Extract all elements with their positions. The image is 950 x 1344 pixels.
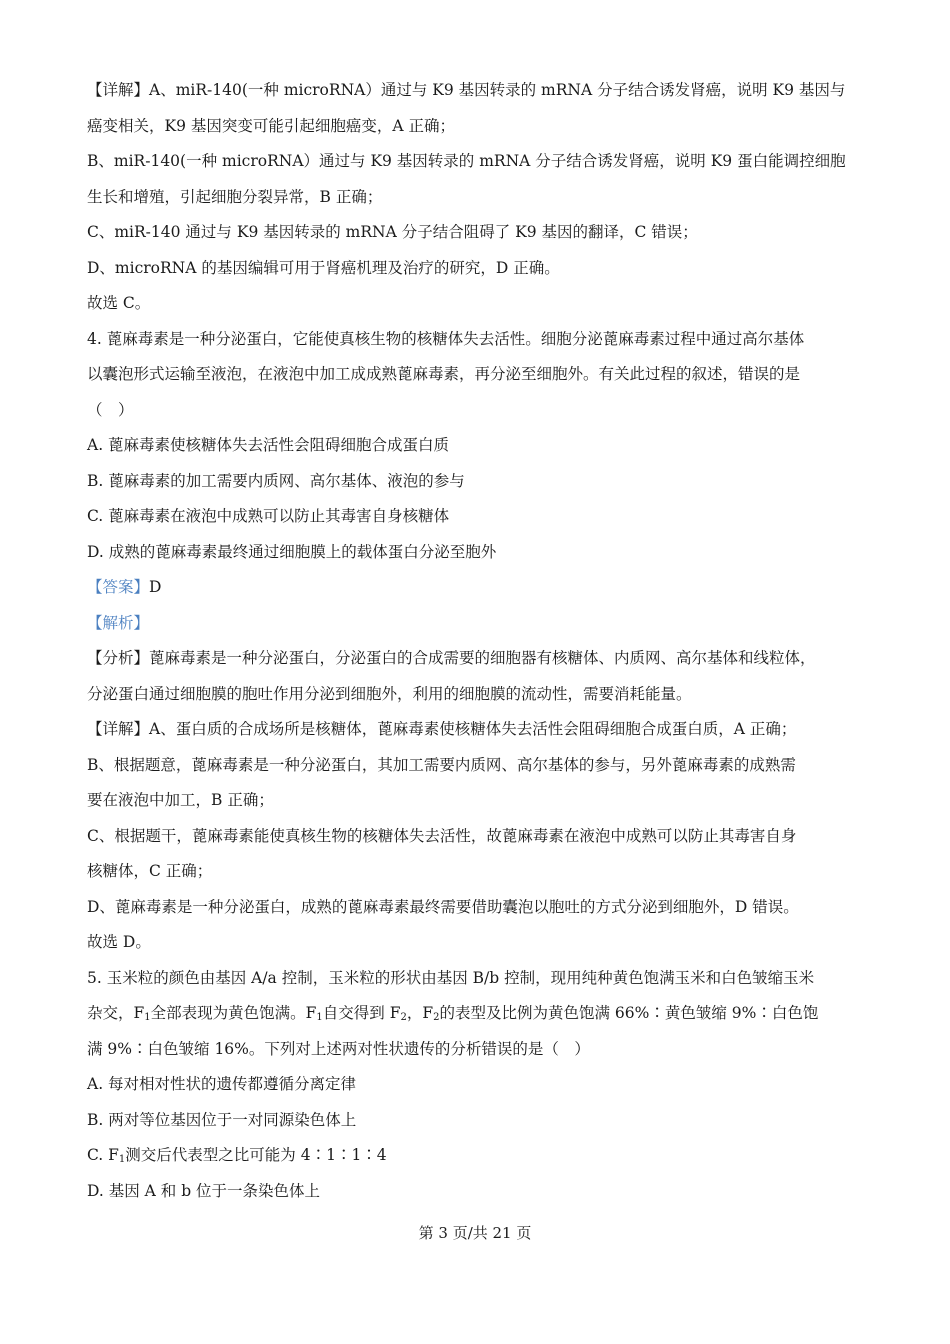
subscript: 2 (400, 1012, 407, 1023)
text-line: C、miR-140 通过与 K9 基因转录的 mRNA 分子结合阻碍了 K9 基因的翻译，C 错误； (87, 223, 698, 241)
text-span: C. F (87, 1146, 119, 1164)
text-span: 杂交，F (87, 1004, 145, 1022)
text-line: 满 9%∶白色皱缩 16%。下列对上述两对性状遗传的分析错误的是（ ） (87, 1039, 590, 1058)
subscript: 2 (433, 1012, 440, 1023)
text-line: 故选 C。 (87, 294, 151, 312)
option-b: B. 蓖麻毒素的加工需要内质网、高尔基体、液泡的参与 (87, 471, 465, 490)
page-footer: 第 3 页/共 21 页 (418, 1224, 532, 1242)
text-line: 要在液泡中加工，B 正确； (87, 791, 274, 809)
subscript: 1 (144, 1012, 151, 1023)
text-line: B、miR-140(一种 microRNA）通过与 K9 基因转录的 mRNA 分子结合诱发肾癌，说明 K9 蛋白能调控细胞 (87, 152, 846, 170)
text-line: 生长和增殖，引起细胞分裂异常，B 正确； (87, 187, 383, 206)
text-line: 【分析】蓖麻毒素是一种分泌蛋白，分泌蛋白的合成需要的细胞器有核糖体、内质网、高尔基体和线粒体， (87, 649, 816, 667)
answer-value: D (149, 578, 162, 596)
text-line (87, 996, 877, 1032)
option-a: A. 蓖麻毒素使核糖体失去活性会阻碍细胞合成蛋白质 (87, 436, 450, 454)
document-body (87, 73, 877, 1209)
subscript: 1 (118, 1154, 126, 1165)
text-line: 核糖体，C 正确； (87, 862, 213, 880)
answer-line (87, 570, 877, 606)
text-span: 自交得到 F (322, 1004, 401, 1022)
text-line: 癌变相关，K9 基因突变可能引起细胞癌变，A 正确； (87, 116, 455, 135)
text-line: 故选 D。 (87, 933, 151, 951)
option-b: B. 两对等位基因位于一对同源染色体上 (87, 1110, 357, 1129)
text-line: D、microRNA 的基因编辑可用于肾癌机理及治疗的研究，D 正确。 (87, 258, 560, 277)
text-line: 分泌蛋白通过细胞膜的胞吐作用分泌到细胞外，利用的细胞膜的流动性，需要消耗能量。 (87, 684, 692, 703)
text-line: 【详解】A、miR-140(一种 microRNA）通过与 K9 基因转录的 mRNA 分子结合诱发肾癌，说明 K9 基因与 (87, 81, 846, 99)
option-c: C. 蓖麻毒素在液泡中成熟可以防止其毒害自身核糖体 (87, 507, 450, 525)
option-d: D. 成熟的蓖麻毒素最终通过细胞膜上的载体蛋白分泌至胞外 (87, 542, 497, 561)
text-line: C、根据题干，蓖麻毒素能使真核生物的核糖体失去活性，故蓖麻毒素在液泡中成熟可以防止其毒害自身 (87, 826, 797, 845)
question-5-stem: 5. 玉米粒的颜色由基因 A/a 控制，玉米粒的形状由基因 B/b 控制，现用纯种黄色饱满玉米和白色皱缩玉米 (87, 968, 815, 987)
subscript: 1 (316, 1012, 323, 1023)
option-d: D. 基因 A 和 b 位于一条染色体上 (87, 1181, 321, 1200)
option-c (87, 1138, 877, 1174)
text-line: 以囊泡形式运输至液泡，在液泡中加工成成熟蓖麻毒素，再分泌至细胞外。有关此过程的叙述，错误的是 (87, 365, 801, 383)
text-span: 的表型及比例为黄色饱满 66%∶黄色皱缩 9%∶白色饱 (439, 1004, 819, 1022)
text-line: B、根据题意，蓖麻毒素是一种分泌蛋白，其加工需要内质网、高尔基体的参与，另外蓖麻毒素的成熟需 (87, 755, 796, 774)
option-a: A. 每对相对性状的遗传都遵循分离定律 (87, 1075, 357, 1093)
text-line: （ ） (87, 400, 134, 419)
analysis-label: 【解析】 (87, 613, 150, 632)
answer-label: 【答案】 (87, 578, 150, 596)
text-span: 测交后代表型之比可能为 4∶1∶1∶4 (125, 1146, 387, 1164)
question-4-stem: 4. 蓖麻毒素是一种分泌蛋白，它能使真核生物的核糖体失去活性。细胞分泌蓖麻毒素过程中通过高尔基体 (87, 329, 805, 348)
text-span: 全部表现为黄色饱满。F (150, 1004, 317, 1022)
text-span: ，F (406, 1004, 434, 1022)
text-line: D、蓖麻毒素是一种分泌蛋白，成熟的蓖麻毒素最终需要借助囊泡以胞吐的方式分泌到细胞外，D 错误。 (87, 897, 799, 916)
text-line: 【详解】A、蛋白质的合成场所是核糖体，蓖麻毒素使核糖体失去活性会阻碍细胞合成蛋白质，A 正确； (87, 720, 797, 738)
